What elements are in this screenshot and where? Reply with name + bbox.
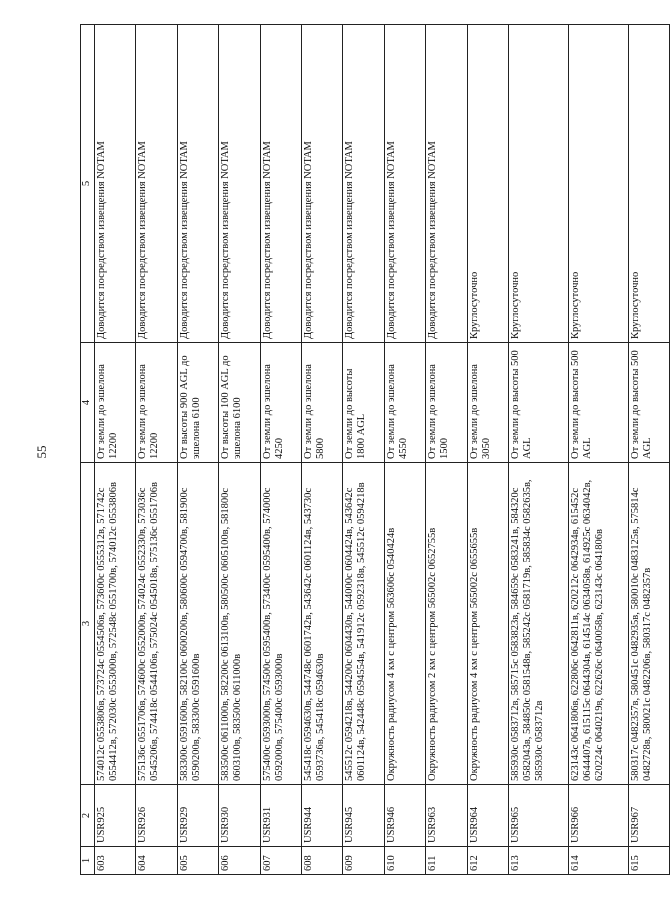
activation-cell: Доводится посредством извещения NOTAM [177, 25, 218, 343]
zone-id-cell: USR965 [508, 785, 568, 847]
zone-id-cell: USR946 [384, 785, 425, 847]
page-number: 55 [34, 445, 49, 459]
activation-cell: Доводится посредством извещения NOTAM [260, 25, 301, 343]
altitude-limits-cell: От земли до высоты 1800 AGL [343, 343, 384, 463]
coordinates-cell: 583300с 0591600в, 582100с 0600200в, 580600с 0594700в, 581900с 0590200в, 583300с 0591600в [177, 463, 218, 785]
row-number-cell: 603 [95, 847, 136, 875]
table-row [301, 25, 342, 875]
coordinates-cell: 574012с 0553806в, 573724с 0554506в, 573600с 0555312в, 571742с 0554412в, 572030с 0553000в, 572548с 0551700в, 574012с 0553806в [95, 463, 136, 785]
table-row [343, 25, 384, 875]
altitude-limits-cell: От земли до эшелона 3050 [467, 343, 508, 463]
altitude-limits-cell: От земли до эшелона 4250 [260, 343, 301, 463]
row-number-cell: 612 [467, 847, 508, 875]
coordinates-cell: Окружность радиусом 4 км с центром 563606с 0540424в [384, 463, 425, 785]
zone-id-cell: USR944 [301, 785, 342, 847]
altitude-limits-cell: От земли до высоты 500 AGL [508, 343, 568, 463]
row-number-cell: 606 [219, 847, 260, 875]
coordinates-cell: 583500с 0611000в, 582200с 0613100в, 580500с 0605100в, 581800с 0603100в, 583500с 0611000в [219, 463, 260, 785]
coordinates-cell: Окружность радиусом 2 км с центром 565002с 0652755в [426, 463, 467, 785]
altitude-limits-cell: От земли до эшелона 12200 [136, 343, 177, 463]
zone-id-cell: USR966 [568, 785, 628, 847]
activation-cell: Доводится посредством извещения NOTAM [384, 25, 425, 343]
zone-id-cell: USR963 [426, 785, 467, 847]
row-number-cell: 608 [301, 847, 342, 875]
activation-cell: Доводится посредством извещения NOTAM [301, 25, 342, 343]
table-row [136, 25, 177, 875]
row-number-cell: 615 [628, 847, 670, 875]
zone-id-cell: USR931 [260, 785, 301, 847]
header-cell-4: 4 [81, 343, 95, 463]
zone-id-cell: USR945 [343, 785, 384, 847]
altitude-limits-cell: От высоты 100 AGL до эшелона 6100 [219, 343, 260, 463]
zone-id-cell: USR925 [95, 785, 136, 847]
row-number-cell: 604 [136, 847, 177, 875]
coordinates-cell: 585930с 0583712в, 585715с 0583823в, 584659с 0583241в, 584320с 0582043в, 584850с 0581548в, 585242с 0581719в, 585834с 0582635в, 585930с 0583712в [508, 463, 568, 785]
coordinates-cell: 575400с 0593000в, 574500с 0595400в, 573400с 0595400в, 574000с 0592000в, 575400с 0593000в [260, 463, 301, 785]
altitude-limits-cell: От земли до эшелона 12200 [95, 343, 136, 463]
coordinates-cell: 545418с 0594630в, 544748с 0601742в, 543642с 0601124в, 543730с 0593736в, 545418с 0594630в [301, 463, 342, 785]
table-row [508, 25, 568, 875]
coordinates-cell: 580317с 0482357в, 580451с 0482935в, 580010с 0483125в, 575814с 0482728в, 580021с 0482206в, 580317с 0482357в [628, 463, 670, 785]
zone-id-cell: USR930 [219, 785, 260, 847]
table-row [568, 25, 628, 875]
activation-cell: Круглосуточно [628, 25, 670, 343]
altitude-limits-cell: От земли до высоты 500 AGL [568, 343, 628, 463]
coordinates-cell: 545512с 0594218в, 544200с 0604430в, 544000с 0604424в, 543642с 0601124в, 542448с 0594554в, 541912с 0592318в, 545512с 0594218в [343, 463, 384, 785]
zone-id-cell: USR967 [628, 785, 670, 847]
coordinates-cell: 575136с 0551706в, 574600с 0552000в, 574024с 0552330в, 573036с 0545206в, 574418с 0544106в, 575024с 0545018в, 575136с 0551706в [136, 463, 177, 785]
zone-id-cell: USR929 [177, 785, 218, 847]
activation-cell: Доводится посредством извещения NOTAM [136, 25, 177, 343]
coordinates-cell: Окружность радиусом 4 км с центром 565002с 0655655в [467, 463, 508, 785]
activation-cell: Доводится посредством извещения NOTAM [219, 25, 260, 343]
row-number-cell: 614 [568, 847, 628, 875]
altitude-limits-cell: От земли до эшелона 4550 [384, 343, 425, 463]
header-row [81, 25, 95, 875]
zone-id-cell: USR926 [136, 785, 177, 847]
header-cell-1: 1 [81, 847, 95, 875]
activation-cell: Доводится посредством извещения NOTAM [95, 25, 136, 343]
coordinates-cell: 623143с 0641806в, 622806с 0642811в, 620212с 0642934в, 615452с 0644407в, 615115с 0644304в, 614514с 0634058в, 614925с 0634042в, 620224с 0640219в, 622626с 0640058в, 623143с 0641806в [568, 463, 628, 785]
header-cell-5: 5 [81, 25, 95, 343]
table-row [260, 25, 301, 875]
table-row [426, 25, 467, 875]
row-number-cell: 611 [426, 847, 467, 875]
rotated-page-area [80, 25, 670, 875]
table-row [384, 25, 425, 875]
header-cell-3: 3 [81, 463, 95, 785]
activation-cell: Круглосуточно [508, 25, 568, 343]
header-cell-2: 2 [81, 785, 95, 847]
table-row [467, 25, 508, 875]
row-number-cell: 607 [260, 847, 301, 875]
airspace-table [80, 24, 670, 875]
altitude-limits-cell: От высоты 900 AGL до эшелона 6100 [177, 343, 218, 463]
table-row [177, 25, 218, 875]
row-number-cell: 609 [343, 847, 384, 875]
table-body [95, 25, 670, 875]
row-number-cell: 610 [384, 847, 425, 875]
zone-id-cell: USR964 [467, 785, 508, 847]
activation-cell: Доводится посредством извещения NOTAM [343, 25, 384, 343]
activation-cell: Круглосуточно [568, 25, 628, 343]
altitude-limits-cell: От земли до эшелона 1500 [426, 343, 467, 463]
altitude-limits-cell: От земли до эшелона 5800 [301, 343, 342, 463]
table-row [628, 25, 670, 875]
table-row [95, 25, 136, 875]
altitude-limits-cell: От земли до высоты 500 AGL [628, 343, 670, 463]
table-wrapper [80, 25, 670, 875]
activation-cell: Доводится посредством извещения NOTAM [426, 25, 467, 343]
row-number-cell: 605 [177, 847, 218, 875]
row-number-cell: 613 [508, 847, 568, 875]
table-row [219, 25, 260, 875]
activation-cell: Круглосуточно [467, 25, 508, 343]
